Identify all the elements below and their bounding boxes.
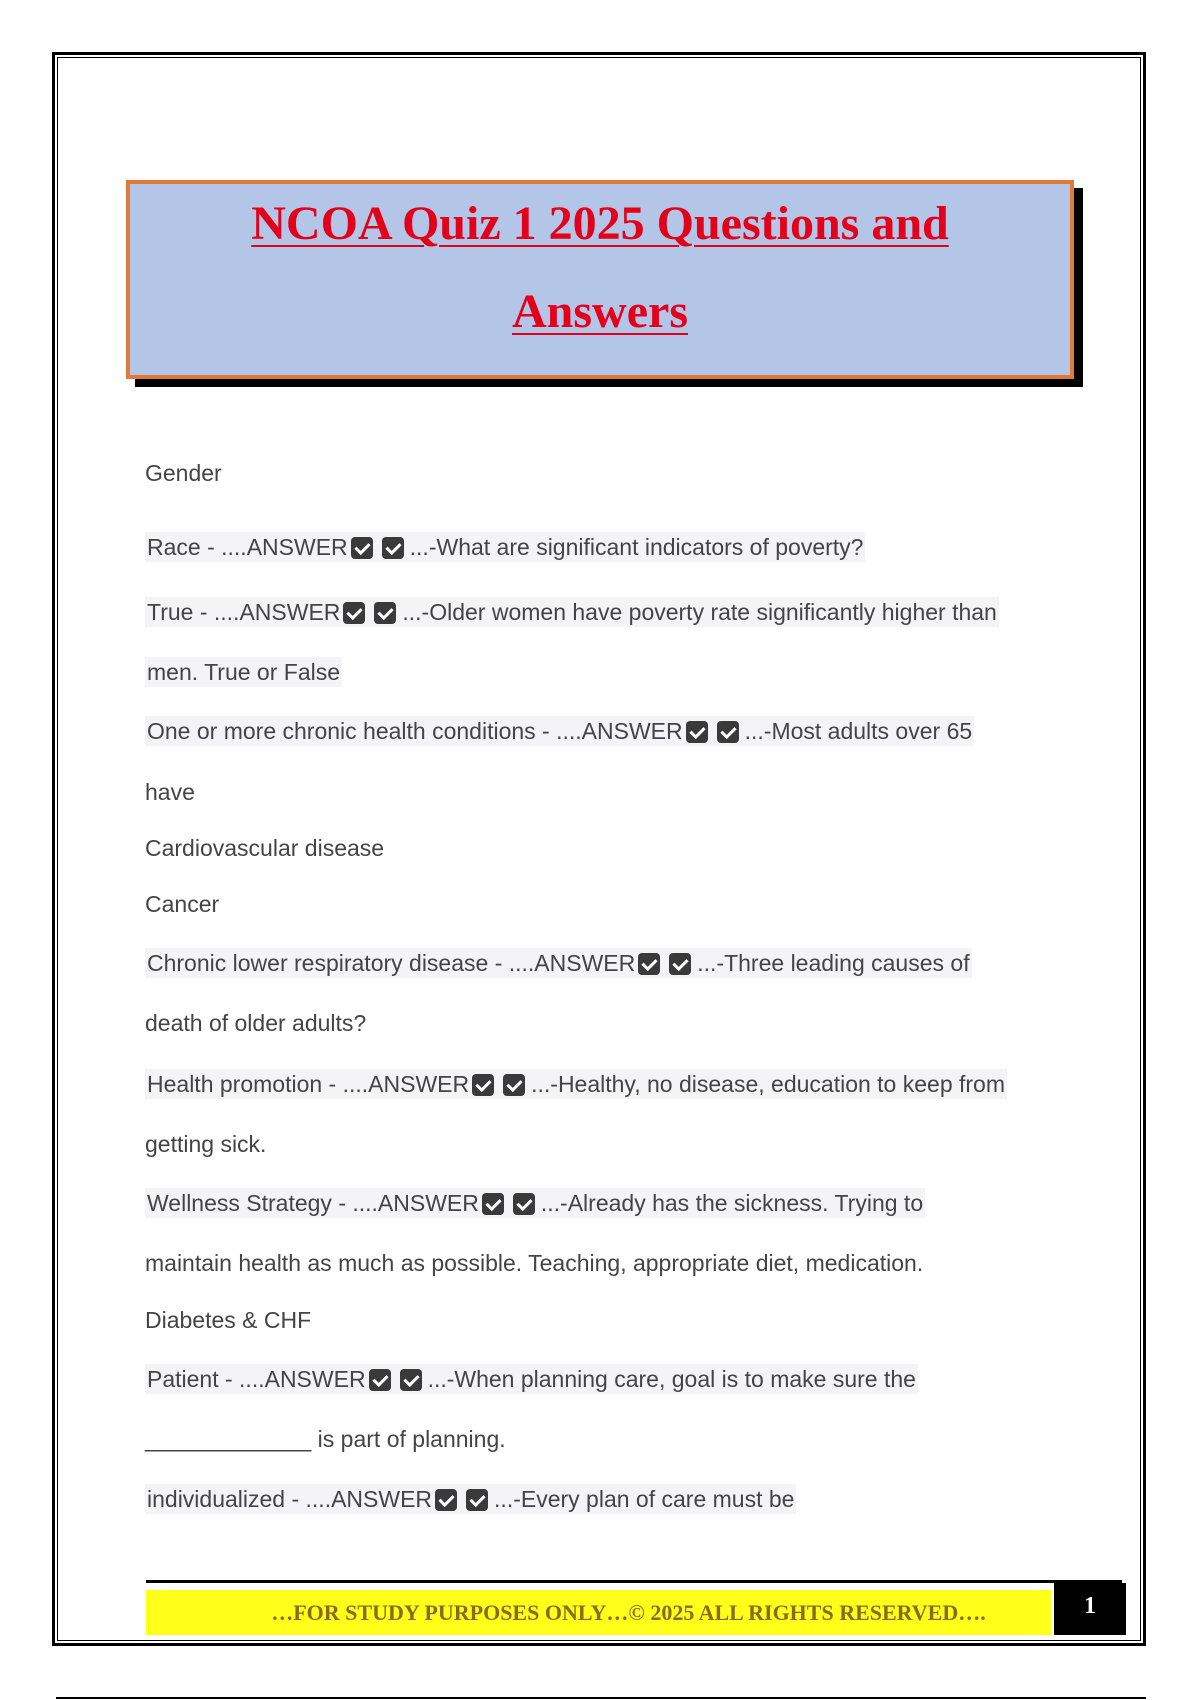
answer-text: Chronic lower respiratory disease - ....ANSWER <box>147 950 636 976</box>
qa-line <box>145 716 974 746</box>
answer-text: True - ....ANSWER <box>147 599 341 625</box>
qa-line <box>145 1364 918 1394</box>
qa-line <box>145 889 219 919</box>
question-text: ...-Three leading causes of <box>697 950 970 976</box>
checkbox-checked-icon <box>669 953 691 975</box>
answer-text: Health promotion - ....ANSWER <box>147 1071 470 1097</box>
answer-text: Patient - ....ANSWER <box>147 1366 366 1392</box>
qa-line <box>145 1424 506 1454</box>
question-text: ...-Most adults over 65 <box>744 718 973 744</box>
checkbox-checked-icon <box>717 721 739 743</box>
question-text: ...-When planning care, goal is to make sure the <box>427 1366 916 1392</box>
checkbox-checked-icon <box>351 537 373 559</box>
document-title-line-1: NCOA Quiz 1 2025 Questions and <box>251 197 949 250</box>
title-box <box>126 180 1074 379</box>
question-answer-text <box>145 948 972 978</box>
line-text: have <box>145 779 195 805</box>
question-answer-text <box>145 532 865 562</box>
question-text: ...-What are significant indicators of poverty? <box>409 534 864 560</box>
checkbox-checked-icon <box>503 1074 525 1096</box>
checkbox-checked-icon <box>482 1193 504 1215</box>
qa-line <box>145 1008 366 1038</box>
page-number: 1 <box>1054 1583 1126 1635</box>
line-text: Cardiovascular disease <box>145 835 385 861</box>
line-text: death of older adults? <box>145 1010 367 1036</box>
footer-divider <box>146 1580 1122 1583</box>
qa-line <box>145 777 195 807</box>
qa-line <box>145 833 384 863</box>
checkbox-checked-icon <box>466 1489 488 1511</box>
qa-line <box>145 1188 925 1218</box>
qa-line <box>145 657 342 687</box>
qa-line <box>145 1484 796 1514</box>
checkbox-checked-icon <box>374 602 396 624</box>
line-text: getting sick. <box>145 1131 267 1157</box>
question-text: ...-Already has the sickness. Trying to <box>540 1190 924 1216</box>
qa-line <box>145 597 999 627</box>
question-text: ...-Healthy, no disease, education to keep from <box>531 1071 1006 1097</box>
checkbox-checked-icon <box>435 1489 457 1511</box>
question-text: ...-Every plan of care must be <box>494 1486 795 1512</box>
qa-line <box>145 1129 266 1159</box>
line-text: Cancer <box>145 891 220 917</box>
qa-line <box>145 948 972 978</box>
line-text: maintain health as much as possible. Teaching, appropriate diet, medication. <box>145 1250 924 1276</box>
checkbox-checked-icon <box>472 1074 494 1096</box>
line-text: _____________ is part of planning. <box>145 1426 506 1452</box>
answer-text: Race - ....ANSWER <box>147 534 348 560</box>
question-answer-text <box>145 1364 918 1394</box>
checkbox-checked-icon <box>382 537 404 559</box>
question-answer-text <box>145 1484 796 1514</box>
footer-notice: …FOR STUDY PURPOSES ONLY…© 2025 ALL RIGHTS RESERVED…. <box>146 1590 1051 1635</box>
bottom-divider <box>56 1697 1146 1699</box>
line-text: Diabetes & CHF <box>145 1307 312 1333</box>
line-text: men. True or False <box>147 659 341 685</box>
checkbox-checked-icon <box>343 602 365 624</box>
qa-line <box>145 1069 1007 1099</box>
question-answer-text <box>145 1188 925 1218</box>
question-answer-text <box>145 1069 1007 1099</box>
checkbox-checked-icon <box>400 1369 422 1391</box>
qa-line <box>145 1305 311 1335</box>
qa-line <box>145 458 222 488</box>
answer-text: Wellness Strategy - ....ANSWER <box>147 1190 479 1216</box>
checkbox-checked-icon <box>513 1193 535 1215</box>
question-answer-text <box>145 716 974 746</box>
answer-text: individualized - ....ANSWER <box>147 1486 433 1512</box>
checkbox-checked-icon <box>369 1369 391 1391</box>
qa-line <box>145 1248 923 1278</box>
question-answer-text <box>145 597 999 627</box>
question-text: ...-Older women have poverty rate significantly higher than <box>402 599 997 625</box>
document-title-line-2: Answers <box>512 285 688 338</box>
checkbox-checked-icon <box>686 721 708 743</box>
checkbox-checked-icon <box>638 953 660 975</box>
answer-text: One or more chronic health conditions - ....ANSWER <box>147 718 683 744</box>
line-text: Gender <box>145 460 222 486</box>
qa-line <box>145 532 865 562</box>
